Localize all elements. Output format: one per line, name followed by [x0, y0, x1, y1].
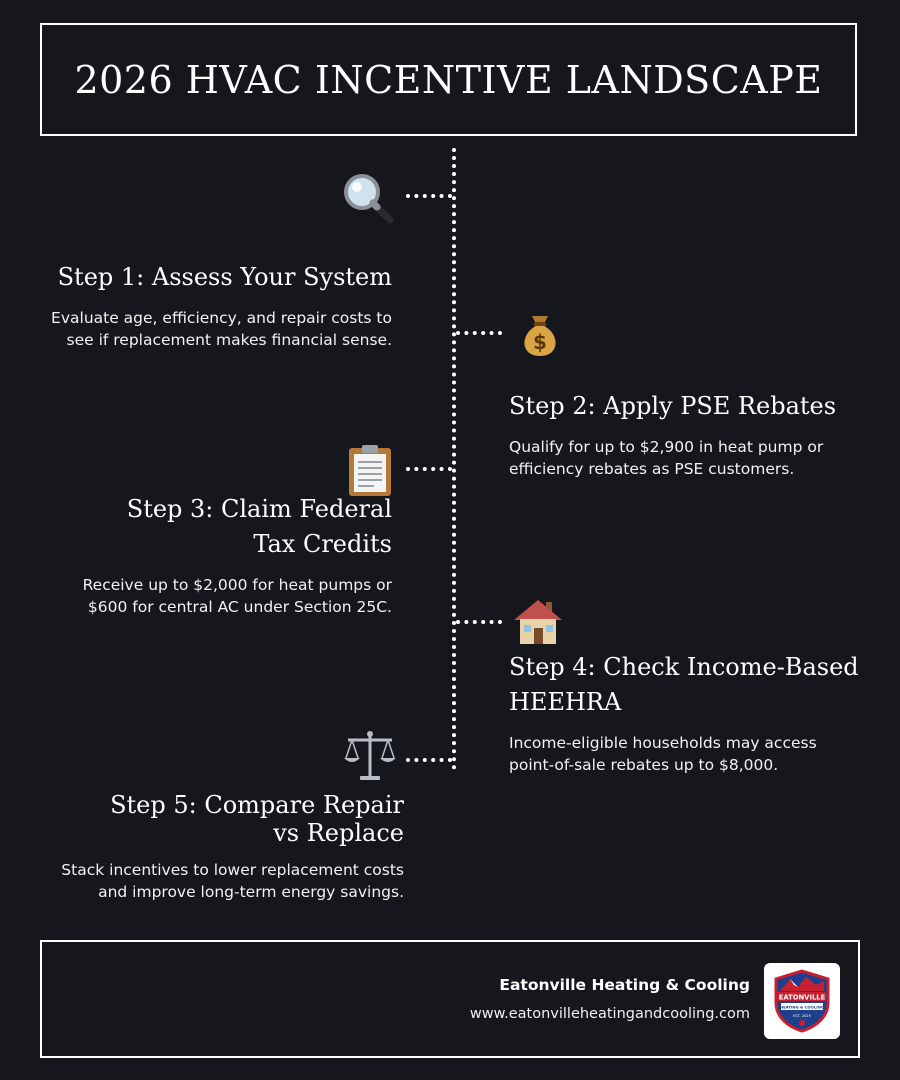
footer-banner — [40, 940, 860, 1058]
step-3-description: Receive up to $2,000 for heat pumps or $600 for central AC under Section 25C. — [82, 576, 392, 616]
house-icon — [510, 592, 566, 648]
step-2-title: Step 2: Apply PSE Rebates — [509, 392, 837, 420]
timeline-line — [452, 148, 456, 770]
logo-tagline: HEATING & COOLING — [779, 1004, 825, 1010]
clipboard-icon — [342, 442, 398, 498]
balance-scale-icon — [342, 728, 398, 784]
step-3 — [40, 492, 392, 618]
connector-step-4 — [456, 620, 502, 624]
step-4-description: Income-eligible households may access point-of-sale rebates up to $8,000. — [509, 734, 817, 774]
step-5-title: Step 5: Compare Repair vs Replace — [110, 791, 404, 847]
step-4-title: Step 4: Check Income-Based HEEHRA — [509, 653, 859, 716]
step-2 — [509, 389, 861, 480]
magnifying-glass-icon — [340, 170, 396, 226]
connector-step-1 — [406, 194, 452, 198]
connector-step-5 — [406, 758, 452, 762]
shield-logo-icon — [772, 969, 832, 1033]
step-2-description: Qualify for up to $2,900 in heat pump or efficiency rebates as PSE customers. — [509, 438, 824, 478]
step-4 — [509, 650, 861, 776]
money-bag-icon — [512, 304, 568, 360]
step-1-title: Step 1: Assess Your System — [57, 263, 392, 291]
step-5 — [40, 791, 404, 903]
step-1 — [40, 260, 392, 351]
step-1-description: Evaluate age, efficiency, and repair costs to see if replacement makes financial sense. — [51, 309, 392, 349]
company-logo — [764, 963, 840, 1039]
step-3-title: Step 3: Claim Federal Tax Credits — [126, 495, 392, 558]
logo-est: EST. 2025 — [793, 1014, 811, 1018]
svg-text:$: $ — [533, 330, 547, 354]
connector-step-2 — [456, 331, 502, 335]
title-banner — [40, 23, 857, 136]
page-title: 2026 HVAC INCENTIVE LANDSCAPE — [74, 57, 823, 102]
company-name: Eatonville Heating & Cooling — [499, 976, 750, 994]
logo-name: EATONVILLE — [778, 993, 826, 1002]
connector-step-3 — [406, 467, 452, 471]
company-url[interactable]: www.eatonvilleheatingandcooling.com — [469, 1006, 750, 1022]
step-5-description: Stack incentives to lower replacement costs and improve long-term energy savings. — [61, 861, 404, 901]
